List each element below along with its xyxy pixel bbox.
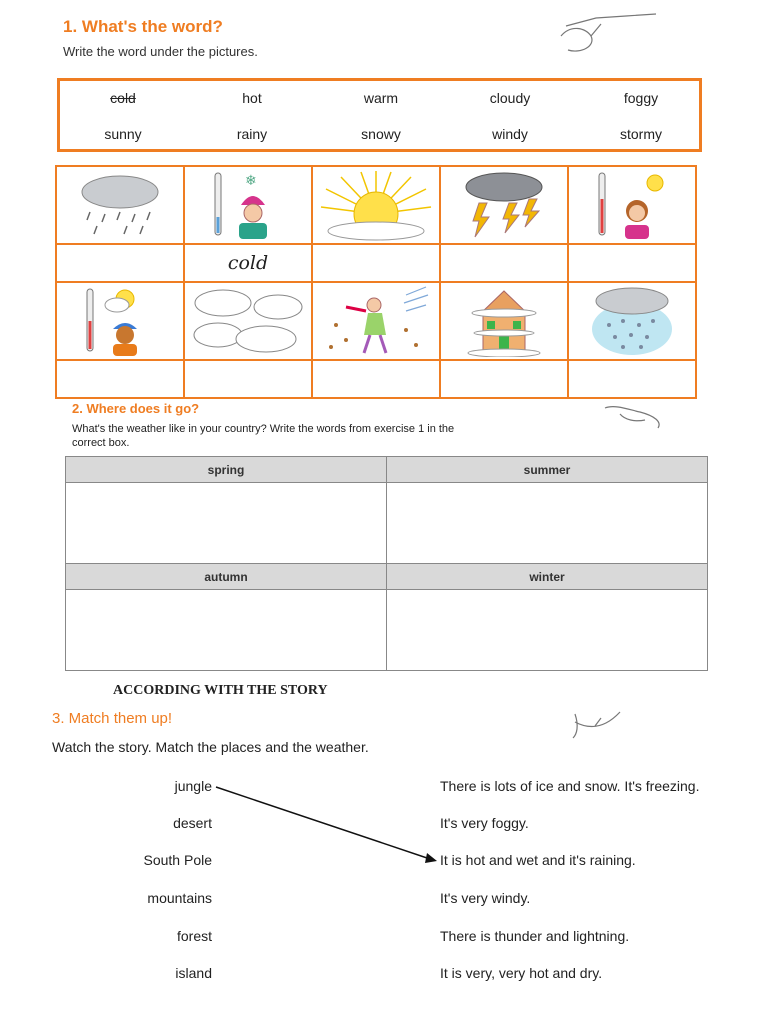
pic-hot-cell (312, 166, 440, 244)
sunny-person-icon (75, 285, 165, 357)
answer-cell-1[interactable] (56, 244, 184, 282)
answer-cell-5[interactable] (568, 244, 696, 282)
weather-windy[interactable]: It's very windy. (440, 890, 531, 906)
season-header-winter: winter (387, 564, 708, 590)
weather-hot-wet[interactable]: It is hot and wet and it's raining. (440, 852, 636, 868)
pic-sunny-cell (56, 282, 184, 360)
storm-cloud-icon (459, 169, 549, 241)
season-box-winter[interactable] (387, 590, 708, 671)
svg-text:❄: ❄ (245, 173, 257, 189)
place-jungle[interactable]: jungle (174, 778, 212, 794)
picture-grid (55, 165, 697, 399)
word-cloudy: cloudy (489, 90, 531, 106)
word-cold: cold (110, 90, 136, 106)
place-forest[interactable]: forest (176, 928, 212, 944)
season-header-summer: summer (387, 457, 708, 483)
answer-cell-9[interactable] (440, 360, 568, 398)
windy-person-icon (316, 285, 436, 357)
answer-cell-3[interactable] (312, 244, 440, 282)
section2-instruction-line2: correct box. (72, 437, 130, 449)
answer-cell-6[interactable] (56, 360, 184, 398)
sun-icon (316, 169, 436, 241)
cold-person-icon (203, 169, 293, 241)
snowy-house-icon (459, 285, 549, 357)
weather-ice-snow[interactable]: There is lots of ice and snow. It's freezing. (440, 778, 700, 794)
section2-title: 2. Where does it go? (72, 401, 200, 416)
word-hot: hot (242, 90, 262, 106)
story-heading: ACCORDING WITH THE STORY (113, 683, 328, 698)
word-snowy: snowy (361, 126, 401, 142)
hand-doodle-icon (565, 706, 635, 742)
pic-foggy-cell (568, 282, 696, 360)
place-south-pole[interactable]: South Pole (143, 852, 212, 868)
pic-cloudy-cell (184, 282, 312, 360)
pic-rainy-cell (56, 166, 184, 244)
section2-instruction-line1: What's the weather like in your country? Write the words from exercise 1 in the (72, 423, 455, 435)
word-sunny: sunny (104, 126, 142, 142)
section3-title: 3. Match them up! (52, 710, 173, 727)
pic-snowy-cell (440, 282, 568, 360)
place-mountains[interactable]: mountains (147, 890, 212, 906)
section1-instruction: Write the word under the pictures. (63, 44, 258, 59)
pic-warm-cell (568, 166, 696, 244)
weather-thunder[interactable]: There is thunder and lightning. (440, 928, 630, 944)
season-header-spring: spring (66, 457, 387, 483)
answer-cell-8[interactable] (312, 360, 440, 398)
pic-windy-cell (312, 282, 440, 360)
hand-doodle-icon (556, 6, 666, 56)
season-header-autumn: autumn (66, 564, 387, 590)
place-island[interactable]: island (175, 965, 212, 981)
word-windy: windy (492, 126, 528, 142)
answer-cell-4[interactable] (440, 244, 568, 282)
season-box-summer[interactable] (387, 483, 708, 564)
answer-cell-cold[interactable]: cold (184, 244, 312, 282)
season-box-spring[interactable] (66, 483, 387, 564)
word-rainy: rainy (236, 126, 268, 142)
section3-instruction: Watch the story. Match the places and the weather. (52, 739, 369, 755)
word-bank (57, 78, 702, 152)
word-warm: warm (363, 90, 399, 106)
place-desert[interactable]: desert (173, 815, 212, 831)
hand-doodle-icon (600, 402, 670, 432)
weather-hot-dry[interactable]: It is very, very hot and dry. (440, 965, 603, 981)
answer-cell-10[interactable] (568, 360, 696, 398)
snow-cloud-icon (587, 285, 677, 357)
warm-person-icon (587, 169, 677, 241)
section1-title: 1. What's the word? (63, 17, 223, 36)
pic-cold-cell (184, 166, 312, 244)
rain-cloud-icon (75, 170, 165, 240)
word-foggy: foggy (623, 90, 659, 106)
seasons-table (65, 456, 708, 671)
pic-stormy-cell (440, 166, 568, 244)
answer-cell-7[interactable] (184, 360, 312, 398)
weather-foggy[interactable]: It's very foggy. (440, 815, 529, 831)
clouds-icon (188, 285, 308, 357)
word-stormy: stormy (620, 126, 662, 142)
season-box-autumn[interactable] (66, 590, 387, 671)
